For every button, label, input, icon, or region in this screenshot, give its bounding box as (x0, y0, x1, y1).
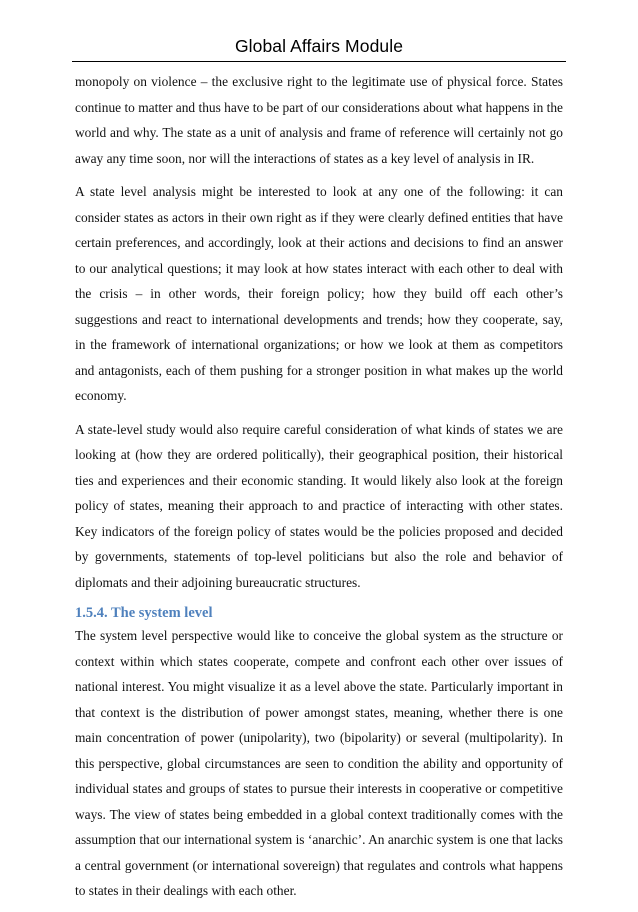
page-header-title: Global Affairs Module (234, 36, 404, 56)
header-divider (72, 61, 566, 62)
document-body (75, 69, 563, 912)
paragraph-state-monopoly: monopoly on violence – the exclusive right to the legitimate use of physical force. States continue to matter and thus have to be part of our considerations about what happens in the world and why. The state as a unit of analysis and frame of reference will certainly not go away any time soon, nor will the interactions of states as a key level of analysis in IR. (75, 74, 563, 166)
paragraph-system-level: The system level perspective would like to conceive the global system as the structure or context within which states cooperate, compete and confront each other over issues of national interest. You might visualize it as a level above the state. Particularly important in that context is the distribution of power amongst states, meaning, whether there is one main concentration of power (unipolarity), two (bipolarity) or several (multipolarity). In this perspective, global circumstances are seen to condition the ability and opportunity of individual states and groups of states to pursue their interests in cooperative or competitive ways. The view of states being embedded in a global context traditionally comes with the assumption that our international system is ‘anarchic’. An anarchic system is one that lacks a central government (or international sovereign) that regulates and controls what happens to states in their dealings with each other. (75, 628, 563, 898)
paragraph-state-level-analysis: A state level analysis might be interested to look at any one of the following: it can consider states as actors in their own right as if they were clearly defined entities that have certain preferences, and accordingly, look at their actions and decisions to find an answer to our analytical questions; it may look at how states interact with each other to deal with the crisis – in other words, their foreign policy; how they build off each other’s suggestions and react to international developments and trends; how they cooperate, say, in the framework of international organizations; or how we look at them as competitors and antagonists, each of them pushing for a stronger position in what makes up the world economy. (75, 184, 563, 403)
paragraph-state-level-study: A state-level study would also require careful consideration of what kinds of states we are looking at (how they are ordered politically), their geographical position, their historical ties and experiences and their economic standing. It would likely also look at the foreign policy of states, meaning their approach to and practice of interacting with other states. Key indicators of the foreign policy of states would be the policies proposed and decided by governments, statements of top-level politicians but also the role and behavior of diplomats and their adjoining bureaucratic structures. (75, 421, 563, 590)
section-heading-system-level: 1.5.4. The system level (75, 605, 213, 621)
